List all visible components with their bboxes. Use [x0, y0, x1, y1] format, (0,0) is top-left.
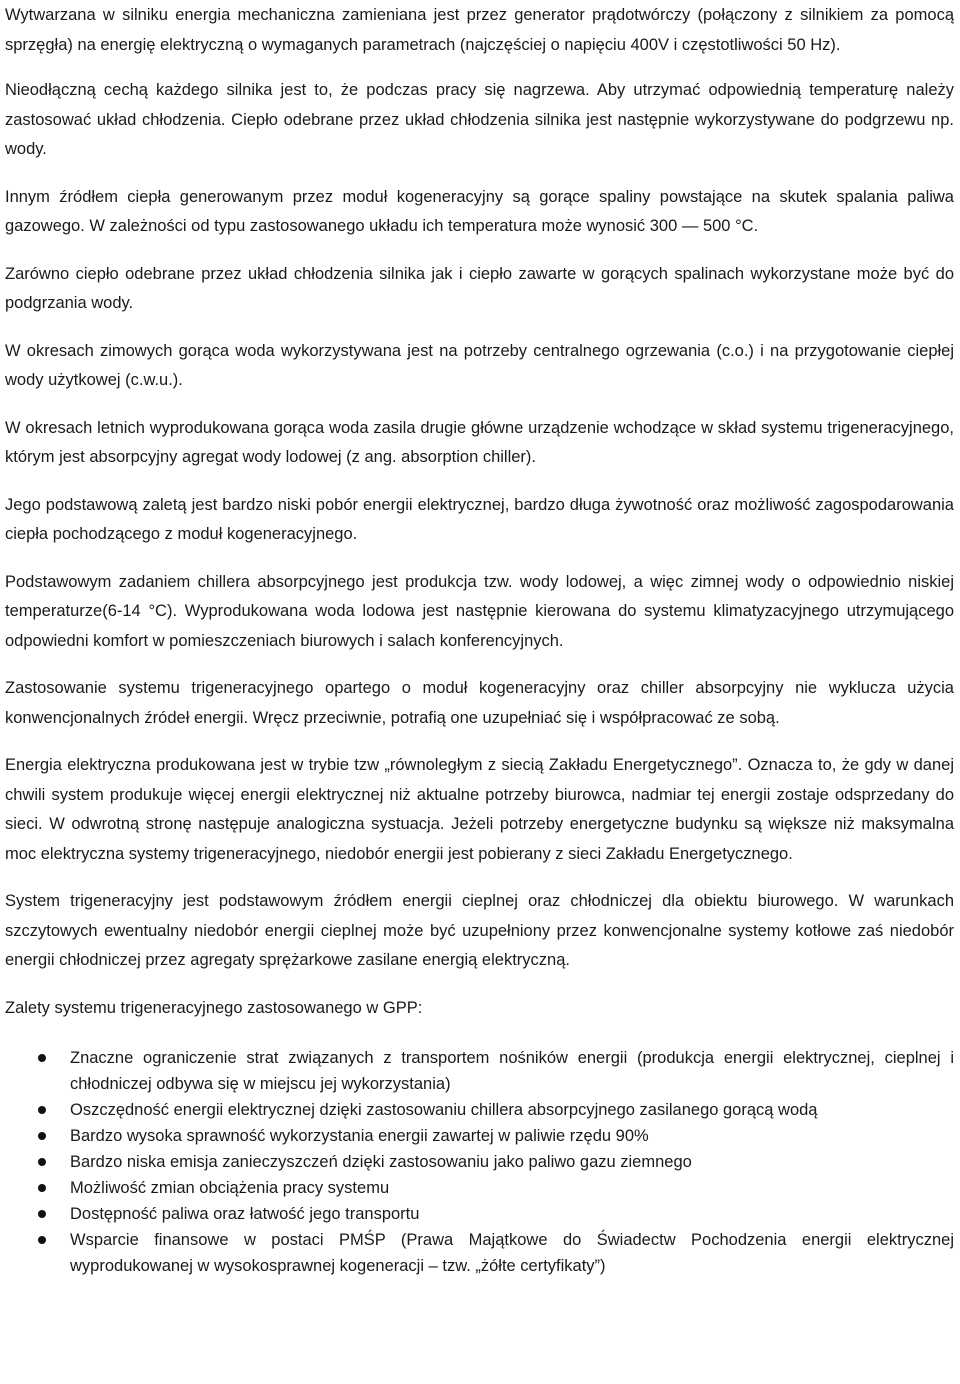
list-item: Bardzo wysoka sprawność wykorzystania energii zawartej w paliwie rzędu 90%: [5, 1123, 954, 1149]
bullet-icon: [38, 1184, 46, 1192]
paragraph-chiller-task: Podstawowym zadaniem chillera absorpcyjnego jest produkcja tzw. wody lodowej, a więc zimnej wody o odpowiednio niskiej temperaturze(6-14 °C). Wyprodukowana woda lodowa jest następnie kierowana do systemu klimatyzacyjnego utrzymującego odpowiedni komfort w pomieszczeniach biurowych i salach konferencyjnych.: [5, 572, 954, 650]
list-item: Wsparcie finansowe w postaci PMŚP (Prawa Majątkowe do Świadectw Pochodzenia energii elektrycznej wyprodukowanej w wysokosprawnej kogeneracji – tzw. „żółte certyfikaty”): [5, 1227, 954, 1279]
paragraph-exhaust-heat: Innym źródłem ciepła generowanym przez moduł kogeneracyjny są gorące spaliny powstające na skutek spalania paliwa gazowego. W zależności od typu zastosowanego układu ich temperatura może wynosić 300 — 500 °C.: [5, 187, 954, 235]
paragraph-advantages-heading: Zalety systemu trigeneracyjnego zastosowanego w GPP:: [5, 998, 423, 1017]
advantages-list: [5, 1045, 954, 1279]
bullet-icon: [38, 1210, 46, 1218]
list-item: Możliwość zmian obciążenia pracy systemu: [5, 1175, 954, 1201]
list-item: Oszczędność energii elektrycznej dzięki zastosowaniu chillera absorpcyjnego zasilanego gorącą wodą: [5, 1097, 954, 1123]
bullet-icon: [38, 1106, 46, 1114]
bullet-icon: [38, 1158, 46, 1166]
paragraph-generator: Wytwarzana w silniku energia mechaniczna zamieniana jest przez generator prądotwórczy (połączony z silnikiem za pomocą sprzęgła) na energię elektryczną o wymaganych parametrach (najczęściej o napięciu 400V i częstotliwości 50 Hz).: [5, 6, 954, 54]
paragraph-chiller-advantage: Jego podstawową zaletą jest bardzo niski pobór energii elektrycznej, bardzo długa żywotność oraz możliwość zagospodarowania ciepła pochodzącego z moduł kogeneracyjnego.: [5, 495, 954, 543]
document-page: [0, 1, 960, 1384]
bullet-icon: [38, 1236, 46, 1244]
paragraph-engine-heating: Nieodłączną cechą każdego silnika jest to, że podczas pracy się nagrzewa. Aby utrzymać odpowiednią temperaturę należy zastosować układ chłodzenia. Ciepło odebrane przez układ chłodzenia silnika jest następnie wykorzystywane do podgrzewu np. wody.: [5, 81, 954, 158]
paragraph-water-heating: Zarówno ciepło odebrane przez układ chłodzenia silnika jak i ciepło zawarte w gorących spalinach wykorzystane może być do podgrzania wody.: [5, 264, 954, 312]
paragraph-winter-usage: W okresach zimowych gorąca woda wykorzystywana jest na potrzeby centralnego ogrzewania (c.o.) i na przygotowanie ciepłej wody użytkowej (c.w.u.).: [5, 341, 954, 389]
paragraph-grid-parallel: Energia elektryczna produkowana jest w trybie tzw „równoległym z siecią Zakładu Energetycznego”. Oznacza to, że gdy w danej chwili system produkuje więcej energii elektrycznej niż aktualne potrzeby biurowca, nadmiar tej energii zostaje odsprzedany do sieci. W odwrotną stronę następuje analogiczna systuacja. Jeżeli potrzeby energetyczne budynku są większe niż maksymalna moc elektryczna systemy trigeneracyjnego, niedobór energii jest pobierany z sieci Zakładu Energetycznego.: [5, 756, 954, 863]
paragraph-conventional-sources: Zastosowanie systemu trigeneracyjnego opartego o moduł kogeneracyjny oraz chiller absorpcyjny nie wyklucza użycia konwencjonalnych źródeł energii. Wręcz przeciwnie, potrafią one uzupełniać się i współpracować ze sobą.: [5, 679, 954, 727]
list-item: Bardzo niska emisja zanieczyszczeń dzięki zastosowaniu jako paliwo gazu ziemnego: [5, 1149, 954, 1175]
paragraph-summer-usage: W okresach letnich wyprodukowana gorąca woda zasila drugie główne urządzenie wchodzące w skład systemu trigeneracyjnego, którym jest absorpcyjny agregat wody lodowej (z ang. absorption chiller).: [5, 418, 954, 466]
bullet-icon: [38, 1132, 46, 1140]
paragraph-primary-source: System trigeneracyjny jest podstawowym źródłem energii cieplnej oraz chłodniczej dla obiektu biurowego. W warunkach szczytowych ewentualny niedobór energii cieplnej może być uzupełniony przez konwencjonalne systemy kotłowe zaś niedobór energii chłodniczej przez agregaty sprężarkowe zasilane energią elektryczną.: [5, 892, 954, 969]
bullet-icon: [38, 1054, 46, 1062]
list-item: Znaczne ograniczenie strat związanych z transportem nośników energii (produkcja energii elektrycznej, cieplnej i chłodniczej odbywa się w miejscu jej wykorzystania): [5, 1045, 954, 1097]
list-item: Dostępność paliwa oraz łatwość jego transportu: [5, 1201, 954, 1227]
